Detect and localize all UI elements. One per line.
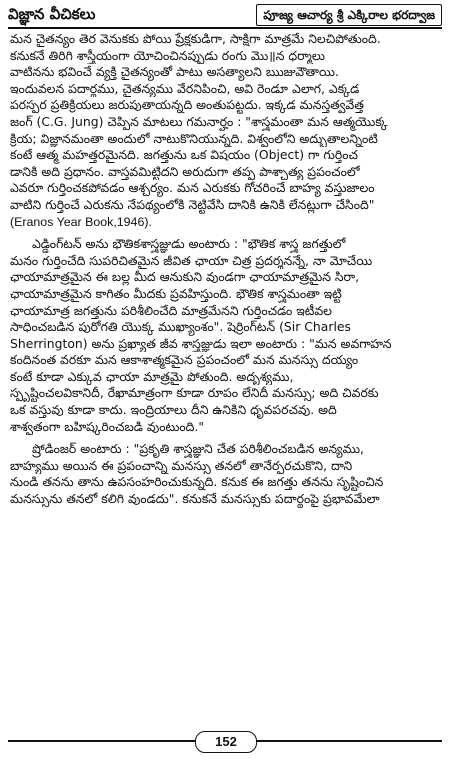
text-line: స్పృష్టించలవికానిదీ, రేఖామాత్రంగా కూడా రూపం లేనిదీ మనస్సు; అది చివరకు	[10, 385, 379, 401]
header-divider	[8, 27, 442, 29]
author-box: పూజ్య ఆచార్య శ్రీ ఎక్కిరాల భరద్వాజ	[256, 4, 442, 26]
text-line: శాశ్వతంగా బహిష్కరించబడి వుంటుంది."	[10, 418, 205, 434]
text-line: వాటినను భవించే వ్యక్తి చైతన్యంతో పాటు అసత్యాలని ఋజువౌతాయి.	[10, 64, 339, 80]
paragraph-3	[10, 441, 440, 507]
text-line: వాటిని గుర్తించే ఎరుకను నేపథ్యంలోకి నెట్టివేసి దానికి ఉనికి లేనట్లుగా చేసింది"	[10, 196, 375, 212]
text-line: క్రియ; విజ్ఞానమంతా అందులో నాటుకొనియున్నది. విశ్వంలోని అద్భుతాలన్నింటి	[10, 130, 378, 146]
text-line: ఎడ్డింగ్‌టన్ అను భౌతికశాస్త్రజ్ఞుడు అంటారు : "భౌతిక శాస్త్ర జగత్తులో	[32, 236, 346, 252]
paragraph-1	[10, 31, 440, 230]
text-line: బాహ్యము అయిన ఈ ప్రపంచాన్ని మనస్సు తనలో తానేర్పరచుకొని, దాని	[10, 457, 353, 473]
page-number-badge: 152	[195, 731, 257, 753]
text-line: కనుకనే తిరిగి శాస్త్రీయంగా యోచించినప్పుడు రంగు మొ॥న ధర్మాలు	[10, 47, 325, 63]
text-line: కంటే ఆత్మ మహత్తరమైనది. జగత్తును ఒక విషయం (Object) గా గుర్తించ	[10, 147, 358, 163]
text-line: ఛాయామాత్ర జగత్తును పరిశీలించేది మాత్రమేనని గుర్తించడం ఇటీవల	[10, 302, 332, 318]
text-line: ష్రోడింజర్ అంటారు : "ప్రకృతి శాస్త్రజ్ఞుని చేత పరిశీలించబడిన అన్యము,	[32, 441, 364, 457]
text-line: నుండి తనను తాను ఉపసంహరించుకున్నది. కనుక ఈ జగత్తు తనను సృష్టించిన	[10, 474, 384, 490]
text-line: ఎవరూ గుర్తించకపోవడం ఆశ్చర్యం. మన ఎరుకకు గోచరించే బాహ్య వస్తుజాలం	[10, 180, 375, 196]
text-line: మనస్సును తనలో కలిగి వుండదు". కనుకనే మనస్సుకు పదార్థంపై ప్రభావమేలా	[10, 491, 380, 507]
text-line: జంగ్ (C.G. Jung) చెప్పిన మాటలు గమనార్హం : "శాస్త్రమంతా మన ఆత్మయొక్క	[10, 113, 388, 129]
text-line: Sherrington) అను ప్రఖ్యాత జీవ శాస్త్రజ్ఞుడు ఇలా అంటారు : "మన అవగాహన	[10, 335, 392, 351]
text-line: ఛాయామాత్రమైన కాగితం మీదకు ప్రవహిస్తుంది. భౌతిక శాస్త్రమంతా ఇట్టి	[10, 285, 342, 301]
body-text	[10, 31, 440, 514]
text-line: డానికి అది ప్రధానం. వాస్తవమిట్టిదని అరుదుగా తప్ప పాశ్చాత్య ప్రపంచంలో	[10, 163, 360, 179]
text-line: కంటే కూడా ఎక్కువ ఛాయా మాత్రమై పోతుంది. అదృశ్యము,	[10, 368, 294, 384]
text-line: ఇందువలన పదార్థము, చైతన్యము వేరనిపించి, అవి రెండూ ఎలాగ, ఎక్కడ	[10, 80, 360, 96]
text-line: ఛాయామాత్రమైన ఈ బల్ల మీద ఆనుకుని వుండగా ఛాయామాత్రమైన సిరా,	[10, 269, 360, 285]
text-line: మనం గుర్తించేది సుపరిచితమైన జీవిత ఛాయా చిత్ర ప్రదర్శనన్నే, నా మోచేయి	[10, 252, 373, 268]
citation-line: (Eranos Year Book,1946).	[10, 214, 152, 229]
running-header	[8, 4, 442, 26]
text-line: ఒక వస్తువు కూడా కాదు. ఇంద్రియాలు దీని ఉనికిని ధృవపరచవు. అది	[10, 402, 337, 418]
text-line: పరస్పర ప్రతిక్రియలు జరుపుతాయన్నది అంతుపట్టదు. ఇక్కడ మనస్తత్వవేత్త	[10, 97, 364, 113]
text-line: మన చైతన్యం తెర వెనుకకు పోయి ప్రేక్షకుడిగా, సాక్షిగా మాత్రమే నిలచిపోతుంది.	[10, 31, 381, 46]
book-title: విజ్ఞాన వీచికలు	[8, 5, 96, 23]
text-line: సాధించబడిన పురోగతి యొక్క ముఖ్యాంశం". షెర్రింగ్‌టన్ (Sir Charles	[10, 319, 351, 335]
text-line: కందినంత వరకూ మన ఆకాశాత్మకమైన ప్రపంచంలో మన మనస్సు దయ్యం	[10, 352, 359, 368]
paragraph-2	[10, 236, 440, 435]
